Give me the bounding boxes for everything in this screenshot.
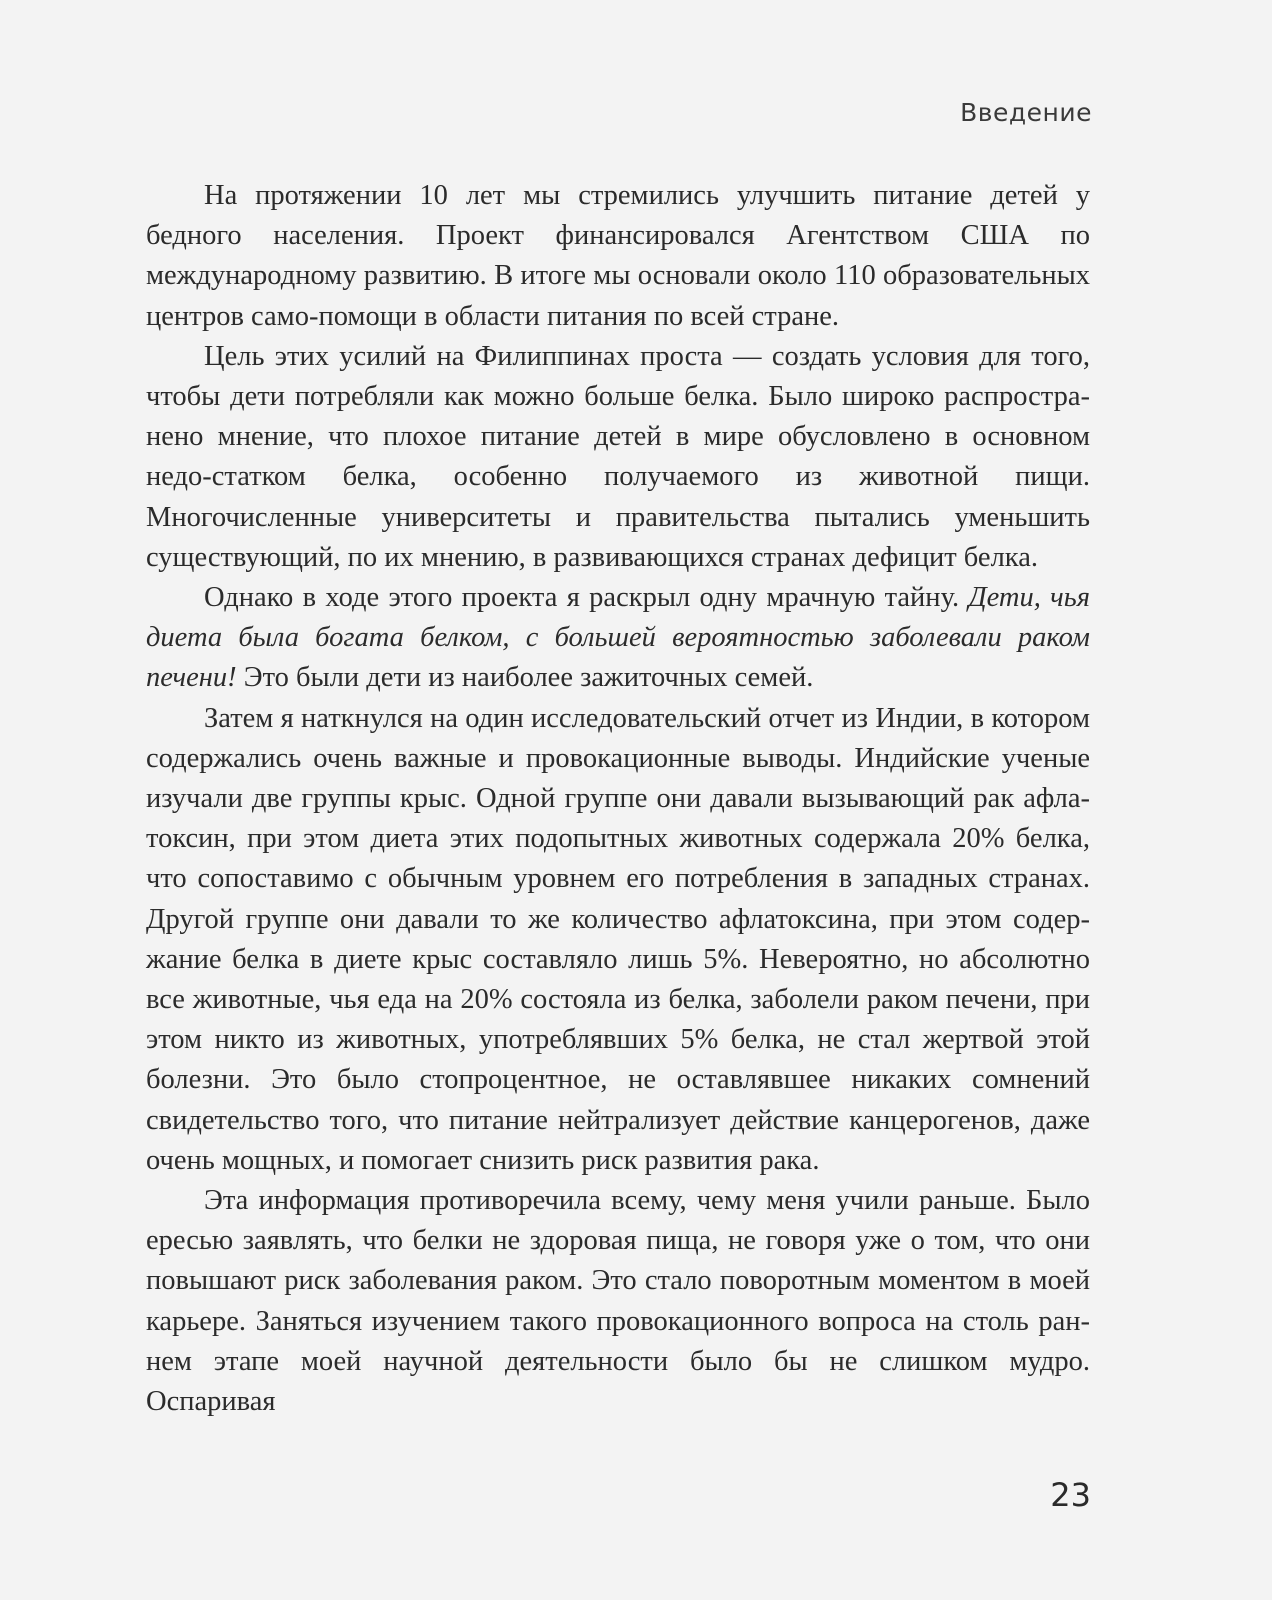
paragraph-3-italic-emphasis: Дети, чья диета была богата белком, с большей вероятностью заболевали раком печени! [146, 582, 1090, 694]
paragraph-3 [146, 578, 1090, 699]
paragraph-1: На протяжении 10 лет мы стремились улучшить питание детей у бедного населения. Проект финансировался Агентством США по международному развитию. В итоге мы основали около 110 образовательных центров само-помощи в области питания по всей стране. [146, 180, 1090, 332]
running-head: Введение [960, 98, 1092, 127]
page-number: 23 [1050, 1476, 1091, 1514]
paragraph-2: Цель этих усилий на Филиппинах проста — создать условия для того, чтобы дети потребляли как можно больше белка. Было широко распростра-нено мнение, что плохое питание детей в мире обусловлено в основном недо-статком белка, особенно получаемого из животной пищи. Многочисленные университеты и правительства пытались уменьшить существующий, по их мнению, в развивающихся странах дефицит белка. [146, 340, 1090, 573]
paragraph-5: Эта информация противоречила всему, чему меня учили раньше. Было ересью заявлять, что белки не здоровая пища, не говоря уже о том, что они повышают риск заболевания раком. Это стало поворотным моментом в моей карьере. Заняться изучением такого провокационного вопроса на столь ран-нем этапе моей научной деятельности было бы не слишком мудро. Оспаривая [146, 1185, 1090, 1418]
body-text [146, 176, 1090, 1422]
paragraph-4: Затем я наткнулся на один исследовательский отчет из Индии, в котором содержались очень важные и провокационные выводы. Индийские ученые изучали две группы крыс. Одной группе они давали вызывающий рак афла-токсин, при этом диета этих подопытных животных содержала 20% белка, что сопоставимо с обычным уровнем его потребления в западных странах. Другой группе они давали то же количество афлатоксина, при этом содер-жание белка в диете крыс составляло лишь 5%. Невероятно, но абсолютно все животные, чья еда на 20% состояла из белка, заболели раком печени, при этом никто из животных, употреблявших 5% белка, не стал жертвой этой болезни. Это было стопроцентное, не оставлявшее никаких сомнений свидетельство того, что питание нейтрализует действие канцерогенов, даже очень мощных, и помогает снизить риск развития рака. [146, 702, 1090, 1176]
paragraph-3-text-before: Однако в ходе этого проекта я раскрыл одну мрачную тайну. [204, 582, 969, 614]
paragraph-3-text-after: Это были дети из наиболее зажиточных семей. [236, 662, 814, 694]
